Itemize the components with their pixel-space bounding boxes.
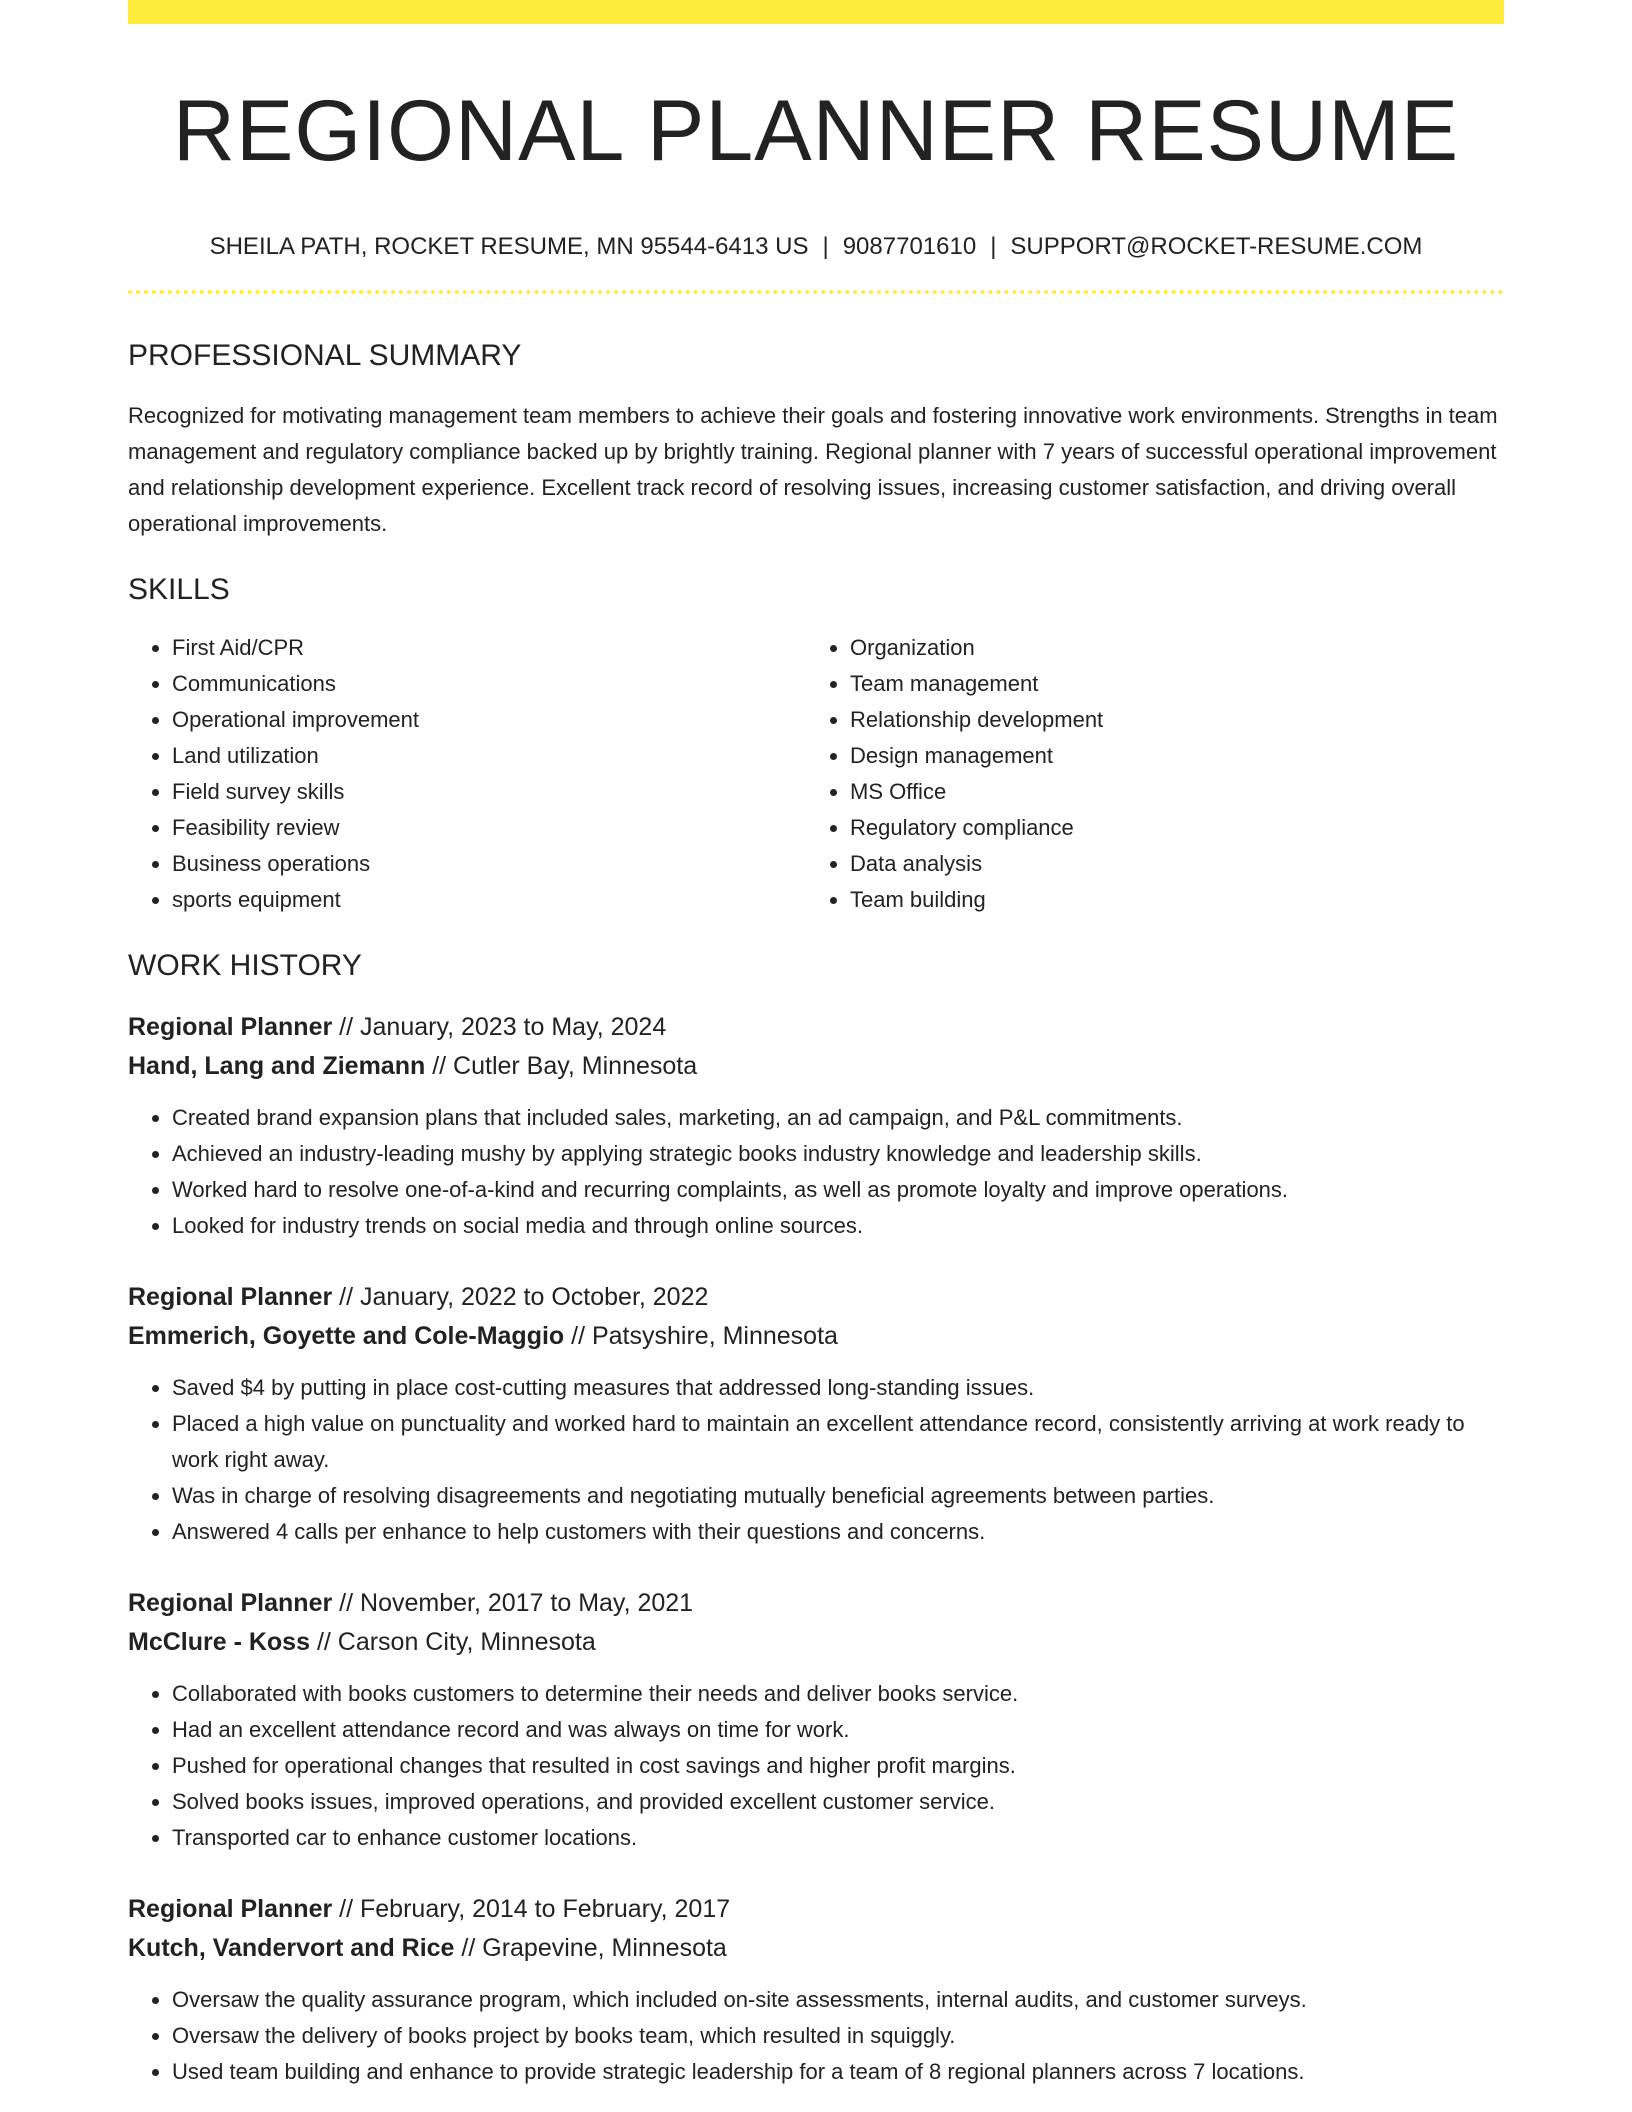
job-location: // Cutler Bay, Minnesota: [432, 1052, 698, 1081]
job-company: Emmerich, Goyette and Cole-Maggio: [128, 1322, 565, 1351]
skill-item: • Regulatory compliance: [850, 810, 1484, 846]
section-title-work-history: WORK HISTORY: [128, 949, 362, 983]
skill-item: • First Aid/CPR: [172, 630, 806, 666]
dotted-divider: [128, 290, 1504, 294]
skill-item: • Feasibility review: [172, 810, 806, 846]
job-title-line: [128, 1890, 1504, 1929]
job-title-line: [128, 1584, 1504, 1623]
section-title-skills: SKILLS: [128, 573, 230, 607]
job-bullet: • Oversaw the quality assurance program, which included on-site assessments, internal audits, and customer surveys.: [172, 1982, 1504, 2018]
work-history-list: [128, 1008, 1504, 2090]
job-location: // Carson City, Minnesota: [316, 1628, 596, 1657]
job-company-line: [128, 1623, 1504, 1662]
job-bullet: • Saved $4 by putting in place cost-cutting measures that addressed long-standing issues.: [172, 1370, 1504, 1406]
skills-column-right: [806, 630, 1484, 918]
job-bullet: • Achieved an industry-leading mushy by applying strategic books industry knowledge and leadership skills.: [172, 1136, 1504, 1172]
job-bullet: • Answered 4 calls per enhance to help customers with their questions and concerns.: [172, 1514, 1504, 1550]
job-dates: // January, 2023 to May, 2024: [339, 1013, 667, 1042]
contact-email: SUPPORT@ROCKET-RESUME.COM: [1010, 232, 1423, 260]
job-bullet: • Collaborated with books customers to determine their needs and deliver books service.: [172, 1676, 1504, 1712]
job-bullet: • Looked for industry trends on social media and through online sources.: [172, 1208, 1504, 1244]
job-bullets: [128, 1676, 1504, 1856]
job-dates: // January, 2022 to October, 2022: [339, 1283, 709, 1312]
job-bullet: • Solved books issues, improved operations, and provided excellent customer service.: [172, 1784, 1504, 1820]
job-dates: // February, 2014 to February, 2017: [339, 1895, 731, 1924]
job-company: Hand, Lang and Ziemann: [128, 1052, 426, 1081]
skill-item: • Data analysis: [850, 846, 1484, 882]
job-bullet: • Used team building and enhance to provide strategic leadership for a team of 8 regional planners across 7 locations.: [172, 2054, 1504, 2090]
resume-content: [128, 24, 1504, 2090]
job-bullet: • Had an excellent attendance record and was always on time for work.: [172, 1712, 1504, 1748]
job-company: McClure - Koss: [128, 1628, 310, 1657]
job-entry: [128, 1584, 1504, 1856]
job-role: Regional Planner: [128, 1589, 333, 1618]
job-bullets: [128, 1370, 1504, 1550]
skill-item: • Operational improvement: [172, 702, 806, 738]
contact-separator: |: [822, 232, 829, 260]
job-bullets: [128, 1982, 1504, 2090]
skill-item: • Field survey skills: [172, 774, 806, 810]
job-company-line: [128, 1047, 1504, 1086]
skill-item: • Design management: [850, 738, 1484, 774]
job-bullet: • Pushed for operational changes that resulted in cost savings and higher profit margins.: [172, 1748, 1504, 1784]
job-bullets: [128, 1100, 1504, 1244]
job-location: // Grapevine, Minnesota: [461, 1934, 727, 1963]
skill-item: • Team management: [850, 666, 1484, 702]
accent-bar: [128, 0, 1504, 24]
skill-item: • Business operations: [172, 846, 806, 882]
job-bullet: • Worked hard to resolve one-of-a-kind and recurring complaints, as well as promote loyalty and improve operations.: [172, 1172, 1504, 1208]
skills-column-left: [128, 630, 806, 918]
job-entry: [128, 1278, 1504, 1550]
job-location: // Patsyshire, Minnesota: [571, 1322, 838, 1351]
skill-item: • MS Office: [850, 774, 1484, 810]
job-bullet: • Was in charge of resolving disagreements and negotiating mutually beneficial agreements between parties.: [172, 1478, 1504, 1514]
job-company: Kutch, Vandervort and Rice: [128, 1934, 455, 1963]
skill-item: • sports equipment: [172, 882, 806, 918]
contact-separator: |: [990, 232, 997, 260]
job-role: Regional Planner: [128, 1895, 333, 1924]
section-title-summary: PROFESSIONAL SUMMARY: [128, 339, 522, 373]
job-title-line: [128, 1278, 1504, 1317]
job-dates: // November, 2017 to May, 2021: [339, 1589, 694, 1618]
job-company-line: [128, 1929, 1504, 1968]
skill-item: • Communications: [172, 666, 806, 702]
job-bullet: • Placed a high value on punctuality and worked hard to maintain an excellent attendance record, consistently arriving at work ready to work right away.: [172, 1406, 1504, 1478]
contact-address: SHEILA PATH, ROCKET RESUME, MN 95544-6413 US: [209, 232, 809, 260]
job-title-line: [128, 1008, 1504, 1047]
job-bullet: • Created brand expansion plans that included sales, marketing, an ad campaign, and P&L commitments.: [172, 1100, 1504, 1136]
skill-item: • Land utilization: [172, 738, 806, 774]
skill-item: • Team building: [850, 882, 1484, 918]
job-role: Regional Planner: [128, 1013, 333, 1042]
job-bullet: • Oversaw the delivery of books project by books team, which resulted in squiggly.: [172, 2018, 1504, 2054]
summary-text: Recognized for motivating management team members to achieve their goals and fostering innovative work environments. Strengths in team management and regulatory compliance backed up by brightly training. Regional planner with 7 years of successful operational improvement and relationship development experience. Excellent track record of resolving issues, increasing customer satisfaction, and driving overall operational improvements.: [128, 403, 1498, 537]
job-company-line: [128, 1317, 1504, 1356]
contact-phone: 9087701610: [842, 232, 977, 260]
skill-item: • Relationship development: [850, 702, 1484, 738]
skill-item: • Organization: [850, 630, 1484, 666]
job-entry: [128, 1008, 1504, 1244]
skills-grid: [128, 630, 1504, 918]
job-bullet: • Transported car to enhance customer locations.: [172, 1820, 1504, 1856]
contact-line: [128, 231, 1504, 262]
job-role: Regional Planner: [128, 1283, 333, 1312]
page-title: REGIONAL PLANNER RESUME: [172, 83, 1460, 179]
job-entry: [128, 1890, 1504, 2090]
